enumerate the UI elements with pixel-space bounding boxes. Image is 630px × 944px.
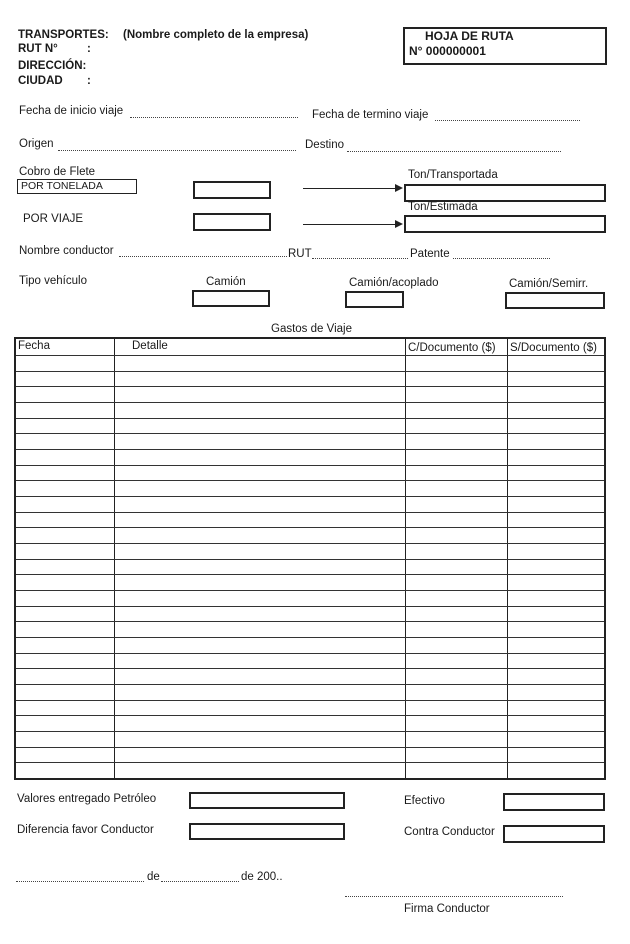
gastos-title: Gastos de Viaje (271, 323, 352, 335)
camion-field[interactable] (192, 290, 270, 307)
ciudad-label: CIUDAD (18, 75, 63, 87)
ton-estimada-field[interactable] (404, 215, 606, 233)
table-row[interactable] (16, 715, 604, 716)
table-row[interactable] (16, 512, 604, 513)
firma-conductor-label: Firma Conductor (404, 903, 490, 915)
table-row[interactable] (16, 480, 604, 481)
patente-line[interactable] (453, 258, 550, 259)
table-row[interactable] (16, 418, 604, 419)
table-row[interactable] (16, 637, 604, 638)
ton-transportada-field[interactable] (404, 184, 606, 202)
table-row[interactable] (16, 731, 604, 732)
table-row[interactable] (16, 465, 604, 466)
table-row[interactable] (16, 402, 604, 403)
table-row[interactable] (16, 559, 604, 560)
rut-driver-label: RUT (288, 248, 312, 260)
camion-semirr-label: Camión/Semirr. (509, 278, 589, 290)
diferencia-label: Diferencia favor Conductor (17, 824, 154, 836)
table-row[interactable] (16, 433, 604, 434)
por-viaje-label: POR VIAJE (23, 213, 84, 225)
table-row[interactable] (16, 386, 604, 387)
fecha-inicio-line[interactable] (130, 117, 298, 118)
efectivo-field[interactable] (503, 793, 605, 811)
cobro-flete-label: Cobro de Flete (19, 166, 96, 178)
table-row[interactable] (16, 371, 604, 372)
por-tonelada-box (17, 179, 137, 194)
destino-label: Destino (305, 139, 344, 151)
ton-estimada-label: Ton/Estimada (408, 201, 478, 213)
table-row[interactable] (16, 527, 604, 528)
col-header-fecha: Fecha (18, 340, 50, 352)
tipo-vehiculo-label: Tipo vehículo (19, 275, 87, 287)
fecha-inicio-label: Fecha de inicio viaje (19, 105, 124, 117)
table-row[interactable] (16, 668, 604, 669)
table-header-divider (16, 355, 604, 356)
camion-acoplado-field[interactable] (345, 291, 404, 308)
transportes-label: TRANSPORTES: (18, 29, 109, 41)
ciudad-colon: : (87, 75, 91, 87)
table-row[interactable] (16, 684, 604, 685)
nombre-conductor-label: Nombre conductor (19, 245, 114, 257)
col-header-s-documento: S/Documento ($) (510, 342, 597, 354)
date-day-line[interactable] (16, 881, 144, 882)
ton-transportada-label: Ton/Transportada (408, 169, 498, 181)
fecha-termino-line[interactable] (435, 120, 580, 121)
company-name-placeholder: (Nombre completo de la empresa) (123, 29, 309, 41)
origen-line[interactable] (58, 150, 296, 151)
contra-conductor-label: Contra Conductor (404, 826, 495, 838)
table-row[interactable] (16, 700, 604, 701)
diferencia-field[interactable] (189, 823, 345, 840)
table-row[interactable] (16, 606, 604, 607)
arrow-to-ton-estimada-icon (303, 224, 401, 225)
table-row[interactable] (16, 543, 604, 544)
col-header-c-documento: C/Documento ($) (408, 342, 496, 354)
valores-petroleo-field[interactable] (189, 792, 345, 809)
destino-line[interactable] (347, 151, 561, 152)
por-tonelada-label: POR TONELADA (21, 180, 103, 192)
rut-colon: : (87, 43, 91, 55)
rut-driver-line[interactable] (312, 258, 408, 259)
nombre-conductor-line[interactable] (119, 256, 287, 257)
table-row[interactable] (16, 496, 604, 497)
de-label-2: de 200.. (241, 871, 283, 883)
efectivo-label: Efectivo (404, 795, 445, 807)
camion-label: Camión (206, 276, 246, 288)
table-row[interactable] (16, 449, 604, 450)
table-row[interactable] (16, 621, 604, 622)
table-row[interactable] (16, 653, 604, 654)
table-row[interactable] (16, 574, 604, 575)
arrow-to-ton-transportada-icon (303, 188, 401, 189)
direccion-label: DIRECCIÓN: (18, 60, 87, 72)
table-row[interactable] (16, 762, 604, 763)
gastos-table (14, 337, 606, 780)
de-label-1: de (147, 871, 160, 883)
camion-semirr-field[interactable] (505, 292, 605, 309)
hoja-number: N° 000000001 (409, 44, 486, 58)
col-header-detalle: Detalle (132, 340, 168, 352)
table-row[interactable] (16, 747, 604, 748)
contra-conductor-field[interactable] (503, 825, 605, 843)
fecha-termino-label: Fecha de termino viaje (312, 109, 429, 121)
table-row[interactable] (16, 590, 604, 591)
origen-label: Origen (19, 138, 54, 150)
hoja-de-ruta-title: HOJA DE RUTA (425, 29, 514, 43)
firma-line[interactable] (345, 896, 563, 897)
rut-label: RUT N° (18, 43, 58, 55)
date-month-line[interactable] (161, 881, 239, 882)
por-tonelada-field[interactable] (193, 181, 271, 199)
camion-acoplado-label: Camión/acoplado (349, 277, 439, 289)
hoja-de-ruta-box (403, 27, 607, 65)
valores-petroleo-label: Valores entregado Petróleo (17, 793, 157, 805)
patente-label: Patente (410, 248, 450, 260)
por-viaje-field[interactable] (193, 213, 271, 231)
